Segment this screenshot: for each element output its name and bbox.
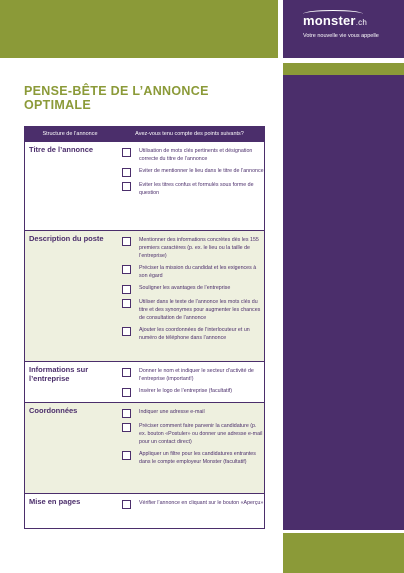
checklist-item bbox=[119, 181, 264, 197]
checklist-item bbox=[119, 326, 264, 342]
checkbox[interactable] bbox=[122, 299, 131, 308]
section-row bbox=[25, 361, 264, 402]
section-row bbox=[25, 493, 264, 528]
right-footer-block bbox=[283, 533, 404, 573]
checklist-item bbox=[119, 367, 264, 383]
checklist-item-text: Eviter les titres confus et formulés sous forme de question bbox=[139, 182, 254, 196]
checklist-item-text: Vérifier l’annonce en cliquant sur le bouton «Aperçu» bbox=[139, 500, 264, 506]
page-title: PENSE-BÊTE DE L’ANNONCE OPTIMALE bbox=[24, 84, 209, 112]
checkbox[interactable] bbox=[122, 265, 131, 274]
checkbox[interactable] bbox=[122, 368, 131, 377]
checklist-item-text: Préciser la mission du candidat et les exigences à son égard bbox=[139, 265, 257, 279]
checklist-item-text: Souligner les avantages de l’entreprise bbox=[139, 285, 231, 291]
section-row bbox=[25, 230, 264, 361]
checklist-item bbox=[119, 450, 264, 466]
checkbox[interactable] bbox=[122, 168, 131, 177]
checklist-item bbox=[119, 167, 264, 177]
section-title: Description du poste bbox=[29, 234, 104, 243]
table-header bbox=[25, 127, 264, 141]
checklist-item bbox=[119, 499, 264, 509]
checklist-table bbox=[24, 126, 265, 529]
checklist-item-text: Donner le nom et indiquer le secteur d’activité de l’entreprise (important!) bbox=[139, 368, 254, 382]
section-row bbox=[25, 141, 264, 230]
section-items bbox=[119, 362, 264, 402]
logo-arc-icon bbox=[303, 10, 363, 18]
checkbox[interactable] bbox=[122, 451, 131, 460]
section-items bbox=[119, 142, 264, 230]
section-title: Mise en pages bbox=[29, 497, 81, 506]
checkbox[interactable] bbox=[122, 237, 131, 246]
checklist-item bbox=[119, 387, 264, 397]
checkbox[interactable] bbox=[122, 388, 131, 397]
logo-suffix: .ch bbox=[355, 18, 367, 27]
checklist-item-text: Mentionner des informations concrètes dès les 155 premiers caractères (p. ex. le lieu ou la taille de l’entreprise) bbox=[139, 237, 259, 259]
checklist-item-text: Indiquer une adresse e-mail bbox=[139, 409, 205, 415]
checkbox[interactable] bbox=[122, 409, 131, 418]
checkbox[interactable] bbox=[122, 423, 131, 432]
checklist-item-text: Appliquer un filtre pour les candidatures entrantes dans le compte employeur Monster (facultatif) bbox=[139, 451, 256, 465]
logo-main: monster bbox=[303, 13, 356, 28]
checklist-item-text: Utilisation de mots clés pertinents et désignation correcte du titre de l’annonce bbox=[139, 148, 253, 162]
checklist-item-text: Eviter de mentionner le lieu dans le titre de l’annonce bbox=[139, 168, 264, 174]
section-items bbox=[119, 403, 264, 493]
monster-logo bbox=[303, 13, 367, 28]
checkbox[interactable] bbox=[122, 500, 131, 509]
checklist-item bbox=[119, 422, 264, 446]
section-items bbox=[119, 231, 264, 361]
tagline: Votre nouvelle vie vous appelle bbox=[303, 33, 379, 39]
checklist-item-text: Insérer le logo de l’entreprise (facultatif) bbox=[139, 388, 233, 394]
checklist-item bbox=[119, 236, 264, 260]
checkbox[interactable] bbox=[122, 182, 131, 191]
checkbox[interactable] bbox=[122, 148, 131, 157]
section-title: Titre de l’annonce bbox=[29, 145, 94, 154]
top-banner bbox=[0, 0, 278, 58]
checklist-item bbox=[119, 264, 264, 280]
column-header-checks: Avez-vous tenu compte des points suivants? bbox=[135, 131, 244, 137]
checkbox[interactable] bbox=[122, 285, 131, 294]
checkbox[interactable] bbox=[122, 327, 131, 336]
checklist-item-text: Ajouter les coordonnées de l’interlocuteur et un numéro de téléphone dans l’annonce bbox=[139, 327, 250, 341]
checklist-item bbox=[119, 408, 264, 418]
checklist-item-text: Utiliser dans le texte de l’annonce les mots clés du titre et des synonymes pour augmenter les chances de consultation de l’annonce bbox=[139, 299, 261, 321]
column-header-structure: Structure de l’annonce bbox=[42, 131, 98, 137]
brand-header bbox=[283, 0, 404, 58]
section-title: Informations sur l’entreprise bbox=[29, 365, 89, 383]
right-sidebar-block bbox=[283, 63, 404, 530]
checklist-item-text: Préciser comment faire parvenir la candidature (p. ex. bouton «Postuler» ou donner une adresse e-mail pour un contact direct) bbox=[139, 423, 263, 445]
checklist-item bbox=[119, 147, 264, 163]
section-title: Coordonnées bbox=[29, 406, 78, 415]
checklist-item bbox=[119, 298, 264, 322]
section-items bbox=[119, 494, 264, 528]
section-row bbox=[25, 402, 264, 493]
checklist-item bbox=[119, 284, 264, 294]
